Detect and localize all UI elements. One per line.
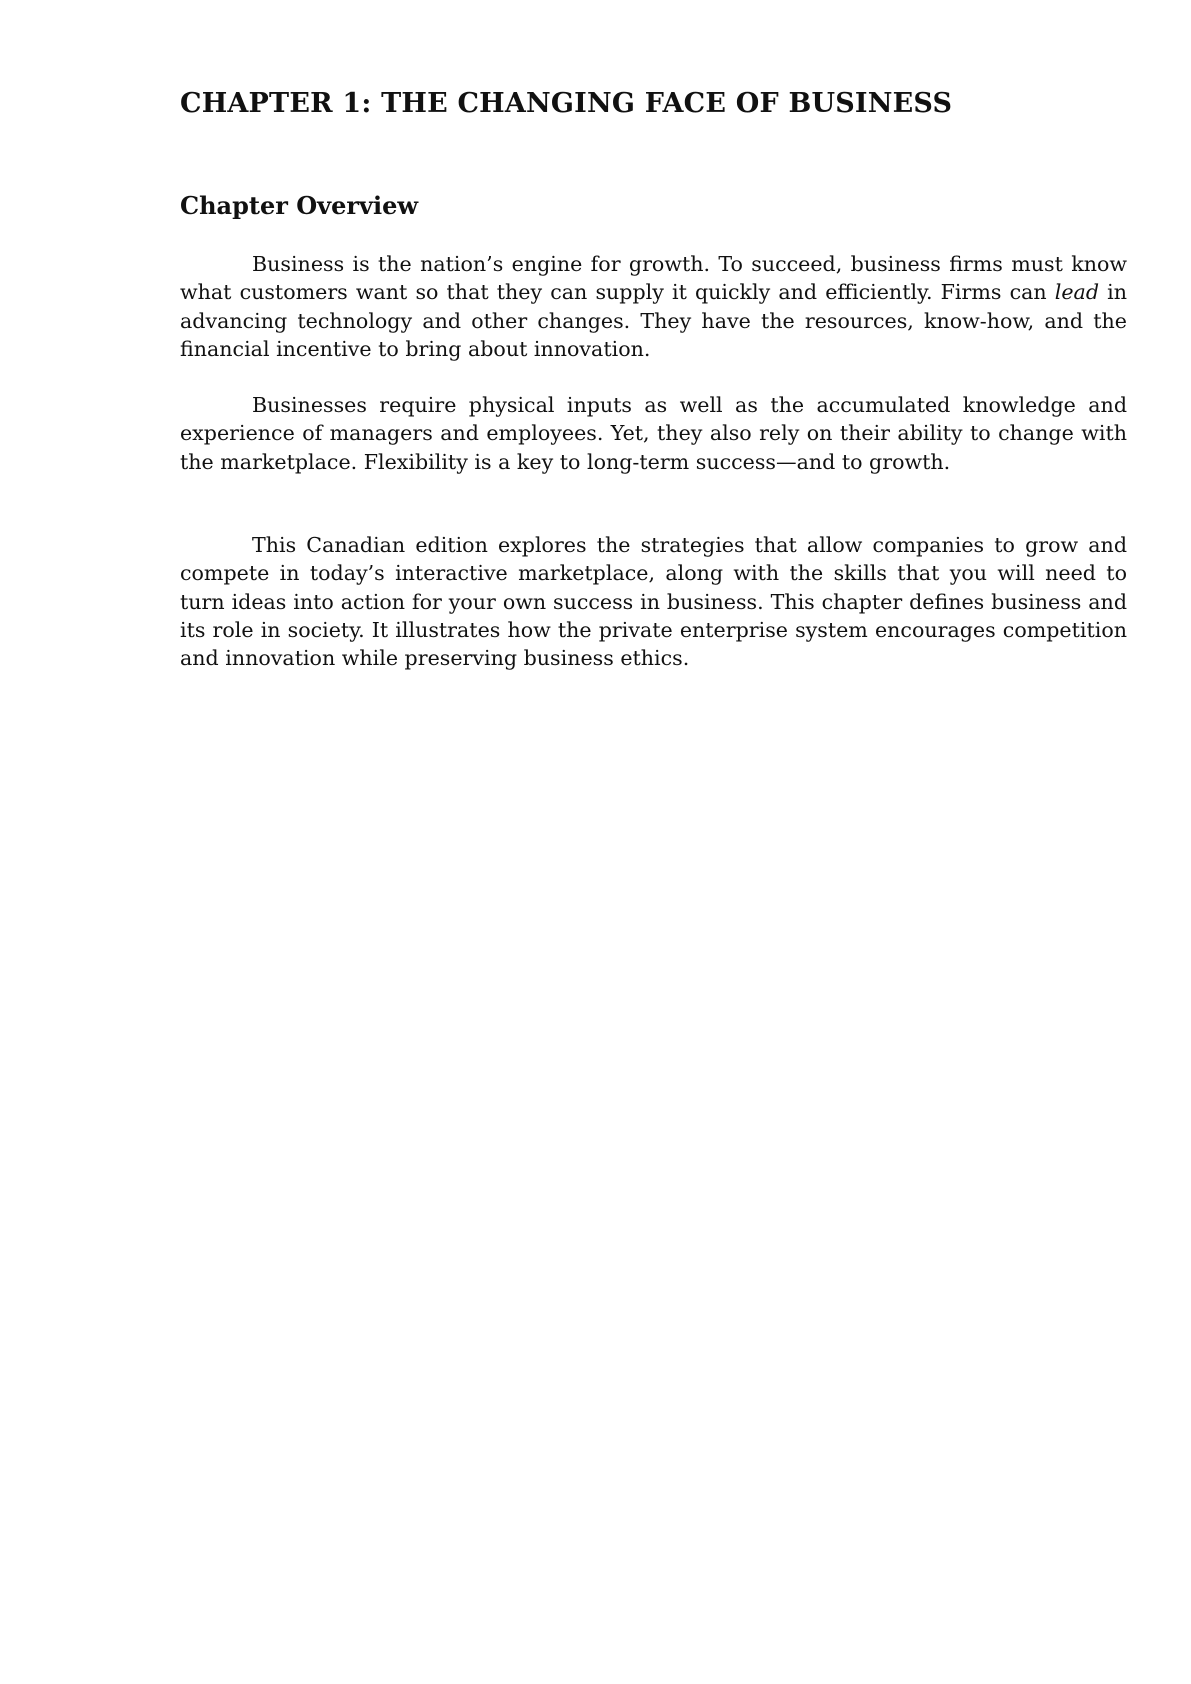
section-heading: Chapter Overview <box>180 191 418 220</box>
paragraph-1-text-start: Business is the nation’s engine for growth. To succeed, business firms must know what customers want so that they can supply it quickly and efficiently. Firms can <box>180 252 1127 305</box>
emphasis-lead: lead <box>1054 280 1100 305</box>
chapter-title: CHAPTER 1: THE CHANGING FACE OF BUSINESS <box>180 88 953 119</box>
paragraph-3: This Canadian edition explores the strategies that allow companies to grow and compete in today’s interactive marketplace, along with the skills that you will need to turn ideas into action for your own success in business. This chapter defines business and its role in society. It illustrates how the private enterprise system encourages competition and innovation while preserving business ethics. <box>180 533 1127 671</box>
paragraph-2: Businesses require physical inputs as well as the accumulated knowledge and experience of managers and employees. Yet, they also rely on their ability to change with the marketplace. Flexibility is a key to long-term success—and to growth. <box>180 393 1127 474</box>
paragraph-1 <box>180 250 1127 363</box>
paragraph-1-text-end: in advancing technology and other changes. They have the resources, know-how, and the financial incentive to bring about innovation. <box>180 280 1127 361</box>
